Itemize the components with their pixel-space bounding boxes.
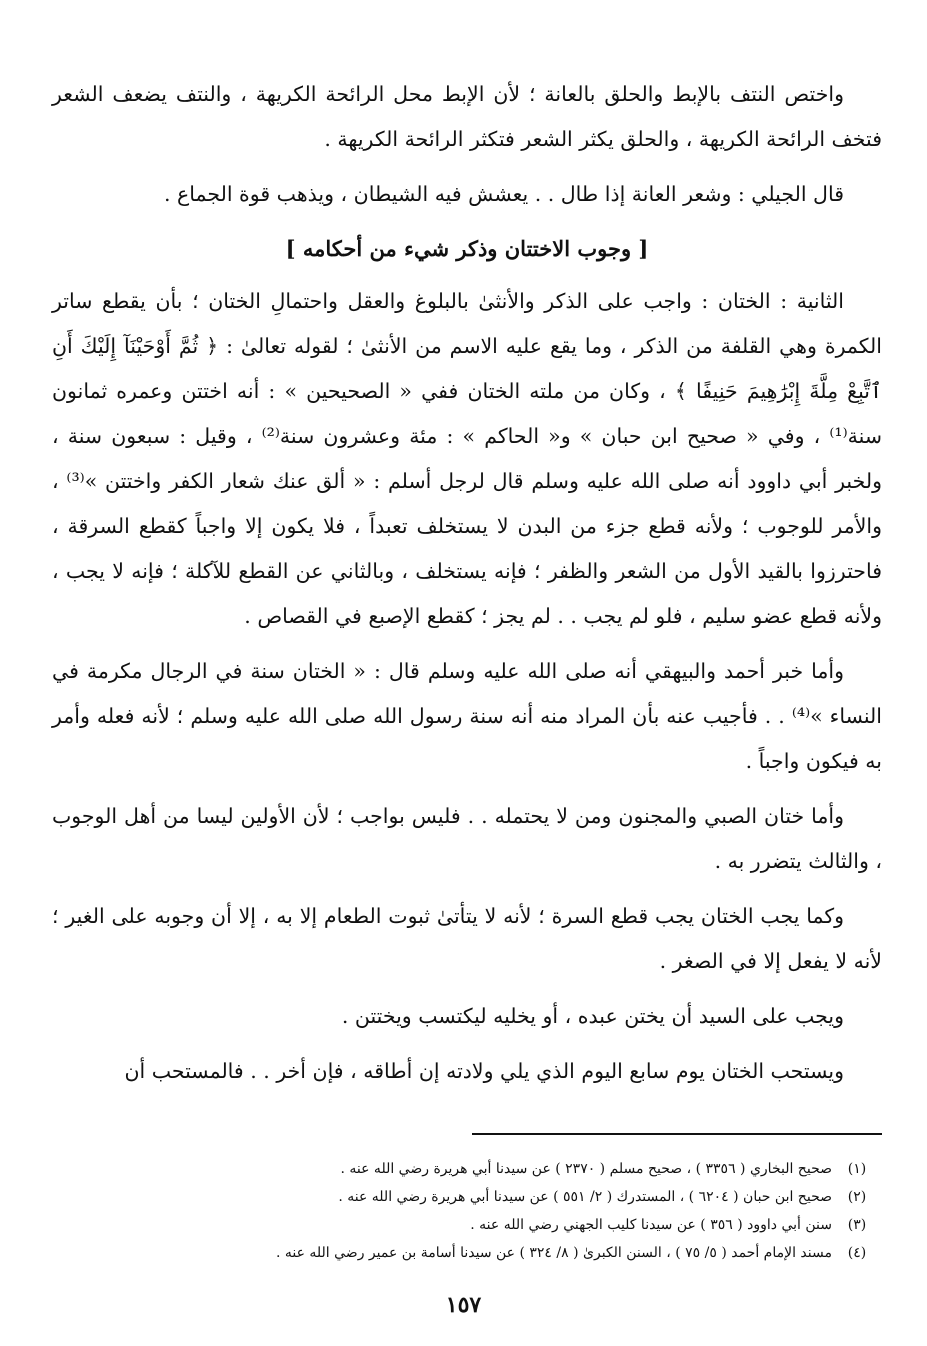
footnote — [52, 1155, 882, 1183]
paragraph: وكما يجب الختان يجب قطع السرة ؛ لأنه لا يتأتىٰ ثبوت الطعام إلا به ، إلا أن وجوبه على الغير ؛ لأنه لا يفعل إلا في الصغر . — [52, 904, 882, 973]
paragraph: ويستحب الختان يوم سابع اليوم الذي يلي ولادته إن أطاقه ، فإن أخر . . فالمستحب أن — [124, 1059, 844, 1083]
footnote-text: مسند الإمام أحمد ( ٥/ ٧٥ ) ، السنن الكبرىٰ ( ٨/ ٣٢٤ ) عن سيدنا أسامة بن عمير رضي الله عنه . — [275, 1245, 832, 1261]
paragraph: وأما ختان الصبي والمجنون ومن لا يحتمله . . فليس بواجب ؛ لأن الأولين ليسا من أهل الوجوب ، والثالث يتضرر به . — [52, 804, 882, 873]
paragraph: وأما خبر أحمد والبيهقي أنه صلى الله عليه وسلم قال : « الختان سنة في الرجال مكرمة في النساء »⁽⁴⁾ . . فأجيب عنه بأن المراد منه أنه سنة رسول الله صلى الله عليه وسلم ؛ لأنه فعله وأمر به فيكون واجباً . — [52, 659, 882, 773]
footnote-text: صحيح ابن حبان ( ٦٢٠٤ ) ، المستدرك ( ٢/ ٥٥١ ) عن سيدنا أبي هريرة رضي الله عنه . — [338, 1189, 832, 1205]
footnote-divider — [472, 1133, 882, 1135]
footnote-number: (٤) — [847, 1245, 867, 1261]
footnote-number: (١) — [847, 1161, 867, 1177]
footnote — [52, 1183, 882, 1211]
footnotes — [52, 1155, 882, 1267]
paragraph: الثانية : الختان : واجب على الذكر والأنثىٰ بالبلوغ والعقل واحتمالِ الختان ؛ بأن يقطع ساتر الكمرة وهي القلفة من الذكر ، وما يقع عليه الاسم من الأنثىٰ ؛ لقوله تعالىٰ : ﴿ ثُمَّ أَوْحَيْنَآ إِلَيْكَ أَنِ ٱتَّبِعْ مِلَّةَ إِبْرَٰهِيمَ حَنِيفًا ﴾ ، وكان من ملته الختان ففي « الصحيحين » : أنه اختتن وعمره ثمانون سنة⁽¹⁾ ، وفي « صحيح ابن حبان » و« الحاكم » : مئة وعشرون سنة⁽²⁾ ، وقيل : سبعون سنة ، ولخبر أبي داوود أنه صلى الله عليه وسلم قال لرجل أسلم : « ألق عنك شعار الكفر واختتن »⁽³⁾ ، والأمر للوجوب ؛ ولأنه قطع جزء من البدن لا يستخلف تعبداً ، فلا يكون إلا واجباً كقطع السرقة ، فاحترزوا بالقيد الأول من الشعر والظفر ؛ فإنه يستخلف ، وبالثاني عن القطع للآكلة ؛ فإنه لا يجب ، ولأنه قطع عضو سليم ، فلو لم يجب . . لم يجز ؛ كقطع الإصبع في القصاص . — [52, 289, 883, 628]
page-body — [52, 72, 882, 1104]
footnote-text: صحيح البخاري ( ٣٣٥٦ ) ، صحيح مسلم ( ٢٣٧٠ ) عن سيدنا أبي هريرة رضي الله عنه . — [340, 1161, 832, 1177]
paragraph: ويجب على السيد أن يختن عبده ، أو يخليه ليكتسب ويختتن . — [341, 1004, 844, 1028]
footnote-number: (٢) — [847, 1189, 867, 1205]
paragraph: واختص النتف بالإبط والحلق بالعانة ؛ لأن الإبط محل الرائحة الكريهة ، والنتف يضعف الشعر فتخف الرائحة الكريهة ، والحلق يكثر الشعر فتكثر الرائحة الكريهة . — [52, 82, 882, 151]
section-heading: [ وجوب الاختتان وذكر شيء من أحكامه ] — [285, 236, 649, 261]
footnote — [52, 1239, 882, 1267]
paragraph: قال الجيلي : وشعر العانة إذا طال . . يعشش فيه الشيطان ، ويذهب قوة الجماع . — [163, 182, 844, 206]
footnote — [52, 1211, 882, 1239]
footnote-number: (٣) — [847, 1217, 867, 1233]
page-number: ١٥٧ — [445, 1292, 482, 1318]
footnote-text: سنن أبي داوود ( ٣٥٦ ) عن سيدنا كليب الجهني رضي الله عنه . — [470, 1217, 832, 1233]
